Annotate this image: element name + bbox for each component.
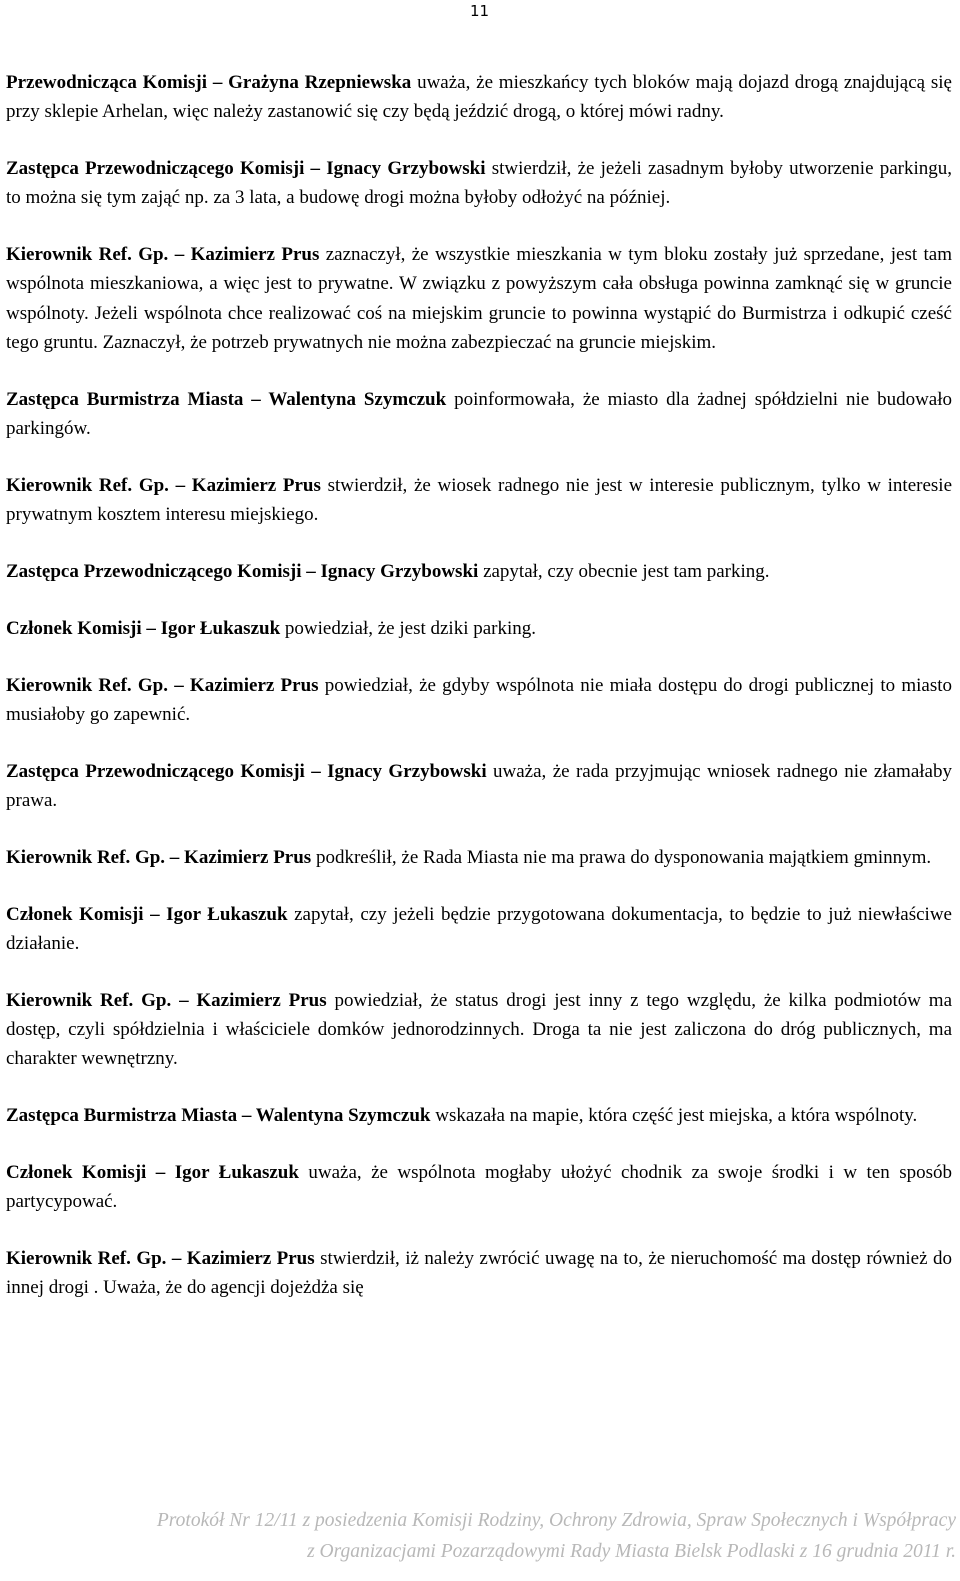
paragraph — [6, 757, 952, 816]
paragraph — [6, 671, 952, 730]
paragraph-text: stwierdził, iż należy zwrócić uwagę na to, że nieruchomość ma dostęp również do innej drogi . Uważa, że do agencji dojeżdża się — [6, 1248, 952, 1299]
paragraph — [6, 68, 952, 127]
paragraph-text: uważa, że mieszkańcy tych bloków mają dojazd drogą znajdującą się przy sklepie Arhelan, więc należy zastanowić się czy będą jeździć drogą, o której mówi radny. — [6, 72, 952, 123]
paragraph — [6, 614, 952, 643]
footer-line-2: z Organizacjami Pozarządowymi Rady Miasta Bielsk Podlaski z 16 grudnia 2011 r. — [307, 1541, 956, 1562]
speaker-name: Zastępca Burmistrza Miasta – Walentyna Szymczuk — [6, 1105, 431, 1127]
paragraph-text: stwierdził, że wiosek radnego nie jest w interesie publicznym, tylko w interesie prywatnym kosztem interesu miejskiego. — [6, 474, 952, 526]
speaker-name: Zastępca Przewodniczącego Komisji – Ignacy Grzybowski — [6, 158, 486, 180]
paragraph — [6, 240, 952, 357]
page-number: 11 — [470, 2, 490, 20]
speaker-name: Kierownik Ref. Gp. – Kazimierz Prus — [6, 474, 321, 496]
speaker-name: Kierownik Ref. Gp. – Kazimierz Prus — [6, 989, 327, 1011]
speaker-name: Przewodnicząca Komisji – Grażyna Rzepniewska — [6, 72, 412, 93]
speaker-name: Kierownik Ref. Gp. – Kazimierz Prus — [6, 1248, 315, 1270]
paragraph-text: podkreślił, że Rada Miasta nie ma prawa do dysponowania majątkiem gminnym. — [311, 846, 932, 868]
paragraph — [6, 1158, 952, 1217]
paragraph — [6, 900, 952, 959]
paragraph — [6, 1101, 952, 1130]
speaker-name: Kierownik Ref. Gp. – Kazimierz Prus — [6, 674, 319, 696]
speaker-name: Członek Komisji – Igor Łukaszuk — [6, 1161, 299, 1183]
paragraph-text: zapytał, czy jeżeli będzie przygotowana dokumentacja, to będzie to już niewłaściwe działanie. — [6, 903, 952, 954]
paragraph-text: powiedział, że gdyby wspólnota nie miała dostępu do drogi publicznej to miasto musiałoby go zapewnić. — [6, 674, 952, 725]
paragraph-text: powiedział, że jest dziki parking. — [280, 617, 537, 639]
speaker-name: Zastępca Przewodniczącego Komisji – Ignacy Grzybowski — [6, 760, 487, 782]
paragraph — [6, 557, 952, 586]
paragraph-text: zaznaczył, że wszystkie mieszkania w tym bloku zostały już sprzedane, jest tam wspólnota mieszkaniowa, a więc jest to prywatne. W związku z powyższym cała obsługa powinna zamknąć się w gruncie wspólnoty. Jeżeli wspólnota chce realizować coś na miejskim gruncie to powinna wystąpić do Burmistrza i odkupić cześć tego gruntu. Zaznaczył, że potrzeb prywatnych nie można zabezpieczać na gruncie miejskim. — [6, 244, 953, 354]
paragraph-text: stwierdził, że jeżeli zasadnym byłoby utworzenie parkingu, to można się tym zająć np. za 3 lata, a budowę drogi można byłoby odłożyć na później. — [6, 158, 952, 209]
paragraph — [6, 471, 952, 530]
speaker-name: Członek Komisji – Igor Łukaszuk — [6, 617, 281, 639]
speaker-name: Zastępca Przewodniczącego Komisji – Ignacy Grzybowski — [6, 561, 479, 583]
paragraph-text: powiedział, że status drogi jest inny z tego względu, że kilka podmiotów ma dostęp, czyli spółdzielnia i właściciele domków jednorodzinnych. Droga ta nie jest zaliczona do dróg publicznych, ma charakter wewnętrzny. — [6, 989, 953, 1070]
footer-line-1: Protokół Nr 12/11 z posiedzenia Komisji Rodziny, Ochrony Zdrowia, Spraw Społecznych i Współpracy — [156, 1510, 956, 1531]
speaker-name: Kierownik Ref. Gp. – Kazimierz Prus — [6, 846, 312, 868]
paragraph — [6, 1244, 952, 1303]
paragraph — [6, 154, 952, 213]
speaker-name: Zastępca Burmistrza Miasta – Walentyna Szymczuk — [6, 388, 447, 410]
speaker-name: Kierownik Ref. Gp. – Kazimierz Prus — [6, 244, 320, 266]
paragraph — [6, 385, 952, 444]
paragraph-text: uważa, że rada przyjmując wniosek radnego nie złamałaby prawa. — [6, 760, 952, 812]
paragraph — [6, 843, 952, 872]
document-body — [6, 68, 952, 1330]
paragraph-text: zapytał, czy obecnie jest tam parking. — [478, 561, 770, 583]
speaker-name: Członek Komisji – Igor Łukaszuk — [6, 903, 288, 925]
paragraph-text: poinformowała, że miasto dla żadnej spółdzielni nie budowało parkingów. — [6, 388, 952, 440]
paragraph-text: wskazała na mapie, która część jest miejska, a która wspólnoty. — [430, 1105, 918, 1127]
paragraph-text: uważa, że wspólnota mogłaby ułożyć chodnik za swoje środki i w ten sposób partycypować. — [6, 1161, 952, 1213]
paragraph — [6, 986, 952, 1074]
